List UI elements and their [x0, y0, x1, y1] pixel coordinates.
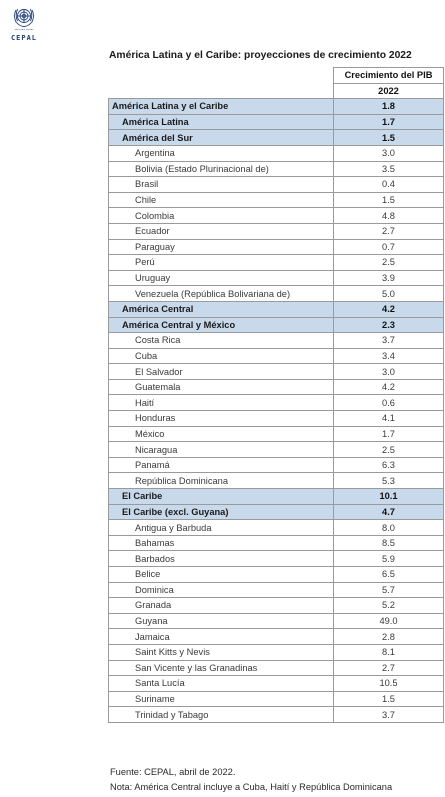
row-value: 2.8 [334, 629, 444, 645]
row-value: 3.5 [334, 161, 444, 177]
row-name: Brasil [109, 177, 334, 193]
row-name: Guatemala [109, 379, 334, 395]
country-row [109, 348, 444, 364]
row-value: 4.7 [334, 504, 444, 520]
logo-text: CEPAL [10, 34, 38, 42]
row-name: Costa Rica [109, 333, 334, 349]
row-name: Cuba [109, 348, 334, 364]
row-name: Ecuador [109, 223, 334, 239]
row-name: Perú [109, 255, 334, 271]
row-name: Paraguay [109, 239, 334, 255]
row-name: Venezuela (República Bolivariana de) [109, 286, 334, 302]
row-value: 2.5 [334, 442, 444, 458]
row-value: 1.5 [334, 130, 444, 146]
row-value: 4.8 [334, 208, 444, 224]
table-title: América Latina y el Caribe: proyecciones de crecimiento 2022 [109, 50, 412, 61]
country-row [109, 473, 444, 489]
row-value: 3.7 [334, 707, 444, 723]
row-value: 0.4 [334, 177, 444, 193]
source-note: Fuente: CEPAL, abril de 2022. [110, 767, 236, 777]
row-name: Suriname [109, 691, 334, 707]
row-name: América Latina [109, 114, 334, 130]
row-name: Bahamas [109, 535, 334, 551]
row-name: México [109, 426, 334, 442]
country-row [109, 613, 444, 629]
country-row [109, 364, 444, 380]
country-row [109, 145, 444, 161]
row-value: 2.7 [334, 223, 444, 239]
country-row [109, 239, 444, 255]
country-row [109, 177, 444, 193]
country-row [109, 598, 444, 614]
row-name: El Salvador [109, 364, 334, 380]
country-row [109, 270, 444, 286]
row-value: 6.3 [334, 457, 444, 473]
growth-table [108, 67, 444, 723]
region-row [109, 489, 444, 505]
row-value: 1.5 [334, 691, 444, 707]
row-value: 5.7 [334, 582, 444, 598]
row-value: 5.3 [334, 473, 444, 489]
region-row [109, 317, 444, 333]
country-row [109, 161, 444, 177]
table-body [109, 99, 444, 723]
cepal-logo [8, 6, 40, 42]
row-name: Belice [109, 567, 334, 583]
row-name: América del Sur [109, 130, 334, 146]
country-row [109, 567, 444, 583]
row-value: 5.2 [334, 598, 444, 614]
row-value: 1.7 [334, 114, 444, 130]
row-name: Colombia [109, 208, 334, 224]
country-row [109, 286, 444, 302]
country-row [109, 192, 444, 208]
row-name: América Central [109, 301, 334, 317]
region-row [109, 114, 444, 130]
country-row [109, 379, 444, 395]
country-row [109, 644, 444, 660]
row-value: 2.3 [334, 317, 444, 333]
row-name: Barbados [109, 551, 334, 567]
row-value: 3.9 [334, 270, 444, 286]
row-value: 8.1 [334, 644, 444, 660]
row-name: Jamaica [109, 629, 334, 645]
row-value: 3.0 [334, 145, 444, 161]
country-row [109, 520, 444, 536]
row-name: Chile [109, 192, 334, 208]
row-name: Granada [109, 598, 334, 614]
row-value: 4.2 [334, 379, 444, 395]
row-value: 0.6 [334, 395, 444, 411]
row-value: 10.1 [334, 489, 444, 505]
row-name: Guyana [109, 613, 334, 629]
row-name: América Central y México [109, 317, 334, 333]
year-row [109, 83, 444, 99]
header-row [109, 68, 444, 84]
row-name: Argentina [109, 145, 334, 161]
row-value: 4.2 [334, 301, 444, 317]
row-name: El Caribe (excl. Guyana) [109, 504, 334, 520]
country-row [109, 255, 444, 271]
region-row [109, 504, 444, 520]
row-name: Saint Kitts y Nevis [109, 644, 334, 660]
row-value: 5.0 [334, 286, 444, 302]
country-row [109, 208, 444, 224]
row-name: San Vicente y las Granadinas [109, 660, 334, 676]
column-header: Crecimiento del PIB [334, 68, 444, 84]
country-row [109, 582, 444, 598]
country-row [109, 629, 444, 645]
row-value: 3.0 [334, 364, 444, 380]
row-name: América Latina y el Caribe [109, 99, 334, 115]
row-name: Honduras [109, 411, 334, 427]
country-row [109, 676, 444, 692]
row-value: 3.4 [334, 348, 444, 364]
row-value: 1.5 [334, 192, 444, 208]
row-value: 3.7 [334, 333, 444, 349]
row-value: 10.5 [334, 676, 444, 692]
country-row [109, 535, 444, 551]
row-name: Bolivia (Estado Plurinacional de) [109, 161, 334, 177]
region-row [109, 301, 444, 317]
row-value: 49.0 [334, 613, 444, 629]
row-value: 2.7 [334, 660, 444, 676]
row-name: El Caribe [109, 489, 334, 505]
row-value: 8.0 [334, 520, 444, 536]
country-row [109, 223, 444, 239]
row-name: Panamá [109, 457, 334, 473]
country-row [109, 442, 444, 458]
row-name: República Dominicana [109, 473, 334, 489]
country-row [109, 707, 444, 723]
header-blank-cell [109, 68, 334, 84]
row-name: Santa Lucía [109, 676, 334, 692]
row-value: 4.1 [334, 411, 444, 427]
country-row [109, 660, 444, 676]
region-note: Nota: América Central incluye a Cuba, Haití y República Dominicana [110, 782, 393, 792]
row-name: Antigua y Barbuda [109, 520, 334, 536]
row-value: 1.7 [334, 426, 444, 442]
row-name: Nicaragua [109, 442, 334, 458]
row-name: Dominica [109, 582, 334, 598]
row-name: Trinidad y Tabago [109, 707, 334, 723]
country-row [109, 395, 444, 411]
country-row [109, 426, 444, 442]
row-value: 2.5 [334, 255, 444, 271]
country-row [109, 457, 444, 473]
row-value: 5.9 [334, 551, 444, 567]
row-name: Haití [109, 395, 334, 411]
year-header: 2022 [334, 83, 444, 99]
country-row [109, 411, 444, 427]
logo-subtitle: NACIONES UNIDAS [14, 29, 34, 31]
un-emblem-icon [12, 6, 36, 28]
country-row [109, 333, 444, 349]
region-row [109, 99, 444, 115]
country-row [109, 691, 444, 707]
country-row [109, 551, 444, 567]
row-value: 6.5 [334, 567, 444, 583]
region-row [109, 130, 444, 146]
header-blank-cell [109, 83, 334, 99]
footnotes [110, 765, 392, 795]
row-name: Uruguay [109, 270, 334, 286]
row-value: 0.7 [334, 239, 444, 255]
row-value: 1.8 [334, 99, 444, 115]
row-value: 8.5 [334, 535, 444, 551]
